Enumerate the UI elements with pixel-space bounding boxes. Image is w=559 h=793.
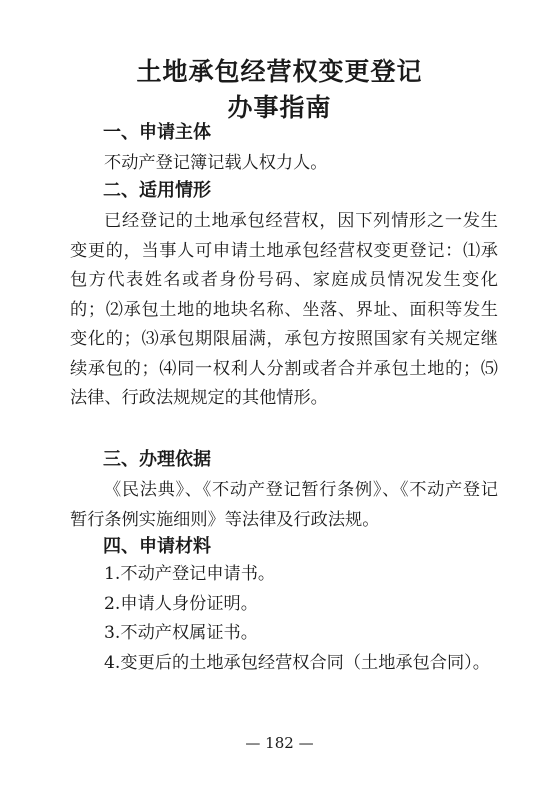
material-item: 4.变更后的土地承包经营权合同（土地承包合同）。 [104, 653, 490, 673]
section-text-applicable-cases: 已经登记的土地承包经营权，因下列情形之一发生变更的，当事人可申请土地承包经营权变更登记：⑴承包方代表姓名或者身份号码、家庭成员情况发生变化的；⑵承包土地的地块名称、坐落、界址、面积等发生变化的；⑶承包期限届满，承包方按照国家有关规定继续承包的；⑷同一权利人分割或者合并承包土地的；⑸法律、行政法规规定的其他情形。 [70, 211, 498, 408]
section-text-legal-basis: 《民法典》、《不动产登记暂行条例》、《不动产登记暂行条例实施细则》等法律及行政法规。 [70, 480, 498, 530]
document-subtitle: 办事指南 [227, 93, 332, 122]
section-text-applicant: 不动产登记簿记载人权力人。 [104, 153, 328, 173]
material-item: 3.不动产权属证书。 [104, 623, 258, 643]
material-item: 2.申请人身份证明。 [104, 594, 258, 614]
document-title: 土地承包经营权变更登记 [136, 57, 423, 86]
section-heading-legal-basis: 三、办理依据 [103, 449, 211, 470]
section-heading-materials: 四、申请材料 [103, 536, 211, 557]
page-number: — 182 — [245, 734, 314, 752]
section-heading-applicable-cases: 二、适用情形 [103, 180, 211, 201]
material-item: 1.不动产登记申请书。 [104, 564, 276, 584]
section-heading-applicant: 一、申请主体 [103, 122, 211, 143]
